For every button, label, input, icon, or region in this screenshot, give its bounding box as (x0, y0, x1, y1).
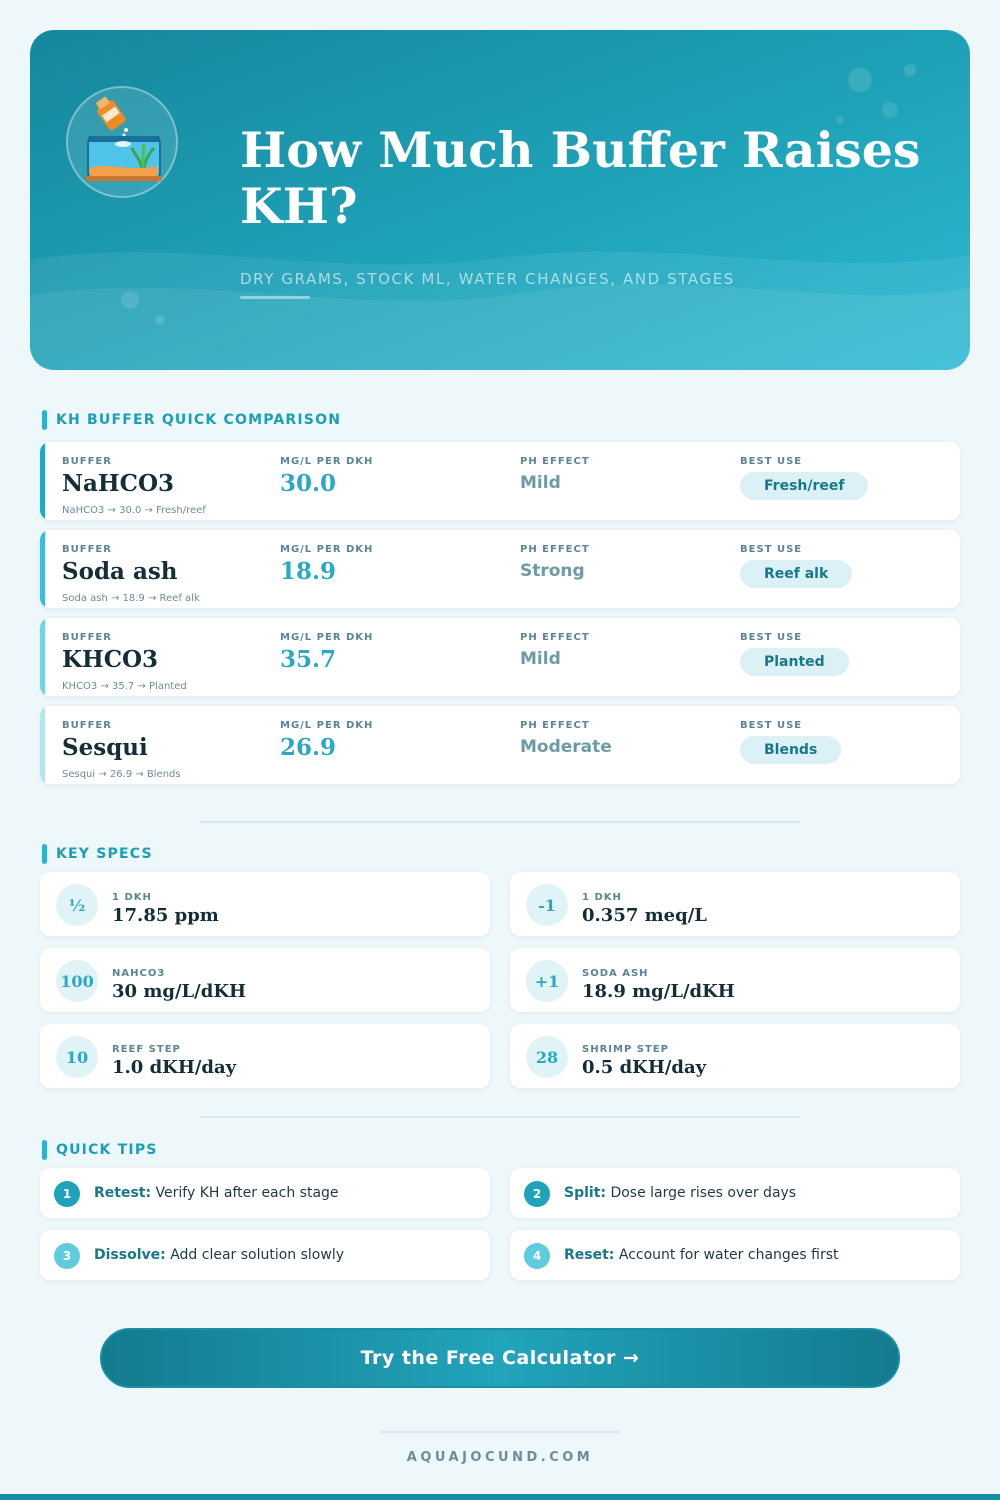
use-label: BEST USE (740, 544, 803, 555)
spec-badge: ½ (56, 884, 98, 926)
spec-label: REEF STEP (112, 1044, 181, 1055)
section-divider (200, 821, 800, 823)
spec-label: 1 DKH (582, 892, 622, 903)
ph-effect-value: Mild (520, 649, 561, 669)
row-accent-bar (40, 530, 45, 608)
mg-label: MG/L PER DKH (280, 544, 374, 555)
spec-label: 1 DKH (112, 892, 152, 903)
spec-value: 0.5 dKH/day (582, 1057, 707, 1078)
tip-body: Verify KH after each stage (155, 1185, 339, 1201)
tip-card (510, 1168, 960, 1218)
tip-text (94, 1247, 344, 1263)
spec-value: 1.0 dKH/day (112, 1057, 237, 1078)
spec-badge: -1 (526, 884, 568, 926)
buffer-summary: Sesqui → 26.9 → Blends (62, 769, 181, 780)
spec-label: SODA ASH (582, 968, 649, 979)
section-divider (200, 1116, 800, 1118)
spec-card (40, 948, 490, 1012)
row-accent-bar (40, 706, 45, 784)
tip-title: Dissolve: (94, 1247, 166, 1263)
footer-site-link[interactable]: AQUAJOCUND.COM (406, 1450, 594, 1465)
mg-per-dkh-value: 26.9 (280, 734, 337, 761)
best-use-pill: Blends (740, 736, 841, 764)
mg-label: MG/L PER DKH (280, 720, 374, 731)
mg-label: MG/L PER DKH (280, 456, 374, 467)
buffer-label: BUFFER (62, 632, 112, 643)
spec-label: SHRIMP STEP (582, 1044, 669, 1055)
best-use-pill: Reef alk (740, 560, 852, 588)
buffer-label: BUFFER (62, 720, 112, 731)
use-label: BEST USE (740, 720, 803, 731)
ph-label: PH EFFECT (520, 720, 590, 731)
ph-effect-value: Mild (520, 473, 561, 493)
spec-badge: 100 (56, 960, 98, 1002)
free-calculator-button[interactable]: Try the Free Calculator → (100, 1328, 900, 1388)
spec-card (510, 872, 960, 936)
tip-text (564, 1185, 796, 1201)
page-title: How Much Buffer Raises KH? (240, 121, 921, 235)
tip-body: Add clear solution slowly (170, 1247, 344, 1263)
ph-effect-value: Strong (520, 561, 585, 581)
tip-number-badge: 1 (54, 1181, 80, 1207)
spec-card (40, 1024, 490, 1088)
use-label: BEST USE (740, 632, 803, 643)
buffer-row-soda-ash (40, 530, 960, 608)
spec-badge: 28 (526, 1036, 568, 1078)
tip-title: Split: (564, 1185, 606, 1201)
buffer-label: BUFFER (62, 456, 112, 467)
page-subtitle: DRY GRAMS, STOCK ML, WATER CHANGES, AND STAGES (240, 270, 735, 288)
hero-banner (30, 30, 970, 370)
spec-value: 17.85 ppm (112, 905, 219, 926)
row-accent-bar (40, 442, 45, 520)
aquarium-buffer-icon (66, 86, 178, 198)
ph-effect-value: Moderate (520, 737, 612, 757)
tip-card (40, 1168, 490, 1218)
use-label: BEST USE (740, 456, 803, 467)
tip-number-badge: 2 (524, 1181, 550, 1207)
buffer-name: Sesqui (62, 734, 148, 761)
tip-card (40, 1230, 490, 1280)
buffer-name: Soda ash (62, 558, 178, 585)
specs-heading: KEY SPECS (42, 844, 153, 864)
spec-card (40, 872, 490, 936)
buffer-label: BUFFER (62, 544, 112, 555)
mg-per-dkh-value: 30.0 (280, 470, 337, 497)
buffer-summary: Soda ash → 18.9 → Reef alk (62, 593, 200, 604)
tip-text (94, 1185, 339, 1201)
row-accent-bar (40, 618, 45, 696)
tip-number-badge: 4 (524, 1243, 550, 1269)
mg-label: MG/L PER DKH (280, 632, 374, 643)
subtitle-underline (240, 296, 310, 299)
spec-card (510, 948, 960, 1012)
spec-value: 0.357 meq/L (582, 905, 707, 926)
spec-badge: 10 (56, 1036, 98, 1078)
spec-value: 18.9 mg/L/dKH (582, 981, 735, 1002)
best-use-pill: Planted (740, 648, 849, 676)
spec-card (510, 1024, 960, 1088)
tip-card (510, 1230, 960, 1280)
spec-value: 30 mg/L/dKH (112, 981, 246, 1002)
tip-body: Account for water changes first (618, 1247, 839, 1263)
ph-label: PH EFFECT (520, 632, 590, 643)
bottom-bar (0, 1494, 1000, 1500)
tip-text (564, 1247, 839, 1263)
ph-label: PH EFFECT (520, 544, 590, 555)
buffer-name: KHCO3 (62, 646, 159, 673)
best-use-pill: Fresh/reef (740, 472, 868, 500)
comparison-heading: KH BUFFER QUICK COMPARISON (42, 410, 341, 430)
buffer-name: NaHCO3 (62, 470, 175, 497)
buffer-row-sesqui (40, 706, 960, 784)
tip-number-badge: 3 (54, 1243, 80, 1269)
tip-body: Dose large rises over days (610, 1185, 797, 1201)
buffer-summary: NaHCO3 → 30.0 → Fresh/reef (62, 505, 206, 516)
buffer-summary: KHCO3 → 35.7 → Planted (62, 681, 187, 692)
tip-title: Reset: (564, 1247, 615, 1263)
ph-label: PH EFFECT (520, 456, 590, 467)
mg-per-dkh-value: 18.9 (280, 558, 337, 585)
buffer-row-nahco3 (40, 442, 960, 520)
spec-label: NAHCO3 (112, 968, 166, 979)
buffer-row-khco3 (40, 618, 960, 696)
spec-badge: +1 (526, 960, 568, 1002)
mg-per-dkh-value: 35.7 (280, 646, 337, 673)
tip-title: Retest: (94, 1185, 152, 1201)
footer-divider (380, 1431, 620, 1433)
tips-heading: QUICK TIPS (42, 1140, 158, 1160)
